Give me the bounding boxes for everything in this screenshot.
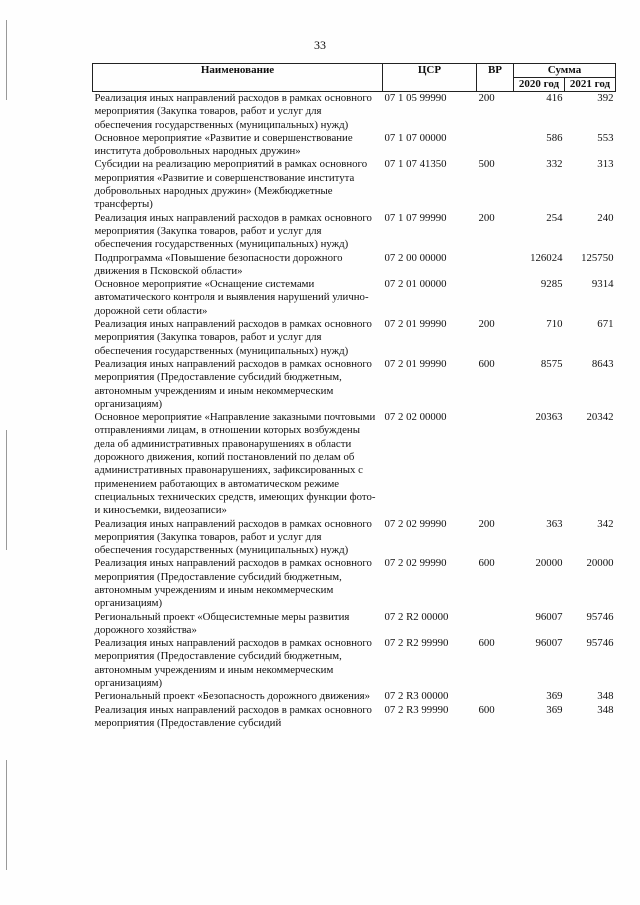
row-csr-cell: 07 2 R2 00000	[384, 610, 449, 623]
scan-edge-mark	[6, 760, 7, 870]
row-vr-cell: 600	[478, 357, 495, 370]
row-csr-cell: 07 2 02 99990	[384, 517, 447, 530]
row-vr-cell	[477, 252, 514, 279]
row-vr-cell: 200	[478, 92, 495, 104]
table-row	[93, 158, 616, 211]
row-sum-2021-cell: 95746	[586, 637, 614, 650]
row-vr-cell: 500	[478, 158, 495, 171]
row-sum-2020-cell: 363	[546, 517, 563, 530]
row-csr-cell: 07 2 01 99990	[384, 357, 447, 370]
row-csr-cell: 07 2 02 99990	[384, 557, 447, 570]
table-row	[93, 132, 616, 159]
row-sum-2020-cell: 96007	[535, 610, 563, 623]
table-row	[93, 278, 616, 318]
row-vr-cell: 600	[478, 637, 495, 650]
row-sum-2020-cell: 332	[546, 158, 563, 171]
row-sum-2020-cell: 20363	[535, 411, 563, 424]
header-vr: ВР	[477, 64, 514, 92]
table-body	[93, 92, 616, 731]
row-vr-cell: 200	[478, 318, 495, 331]
row-sum-2021-cell: 95746	[586, 610, 614, 623]
row-csr-cell: 07 1 07 41350	[384, 158, 447, 171]
row-csr-cell: 07 1 07 99990	[384, 211, 447, 224]
row-name-cell: Основное мероприятие «Направление заказными почтовыми отправлениями лицам, в отношении которых возбуждены дела об административных правонарушениях в области дорожного движения, копий постановлений по делам об административных правонарушениях, зафиксированных с применением работающих в автоматическом режиме специальных технических средств, имеющих функции фото- и киносъемки, видеозаписи»	[94, 411, 376, 517]
row-name-cell: Реализация иных направлений расходов в рамках основного мероприятия (Закупка товаров, работ и услуг для обеспечения государственных (муниципальных) нужд)	[94, 318, 372, 357]
row-name-cell: Подпрограмма «Повышение безопасности дорожного движения в Псковской области»	[94, 251, 343, 277]
row-sum-2021-cell: 348	[597, 703, 614, 716]
row-sum-2020-cell: 710	[546, 318, 563, 331]
row-csr-cell: 07 2 00 00000	[384, 251, 447, 264]
row-csr-cell: 07 2 R2 99990	[384, 637, 449, 650]
row-name-cell: Региональный проект «Безопасность дорожного движения»	[94, 690, 371, 703]
row-sum-2021-cell: 20000	[586, 557, 614, 570]
row-name-cell: Реализация иных направлений расходов в рамках основного мероприятия (Закупка товаров, работ и услуг для обеспечения государственных (муниципальных) нужд)	[94, 92, 372, 131]
row-sum-2020-cell: 586	[546, 131, 563, 144]
row-name-cell: Реализация иных направлений расходов в рамках основного мероприятия (Предоставление субсидий бюджетным, автономным учреждениям и иным некоммерческим организациям)	[94, 357, 372, 410]
row-sum-2021-cell: 9314	[591, 278, 614, 291]
row-sum-2020-cell: 126024	[530, 251, 563, 264]
row-name-cell: Основное мероприятие «Развитие и совершенствование института добровольных народных дружин»	[94, 131, 353, 158]
row-csr-cell: 07 1 07 00000	[384, 131, 447, 144]
row-name-cell: Основное мероприятие «Оснащение системами автоматического контроля и выявления нарушений улично-дорожной сети области»	[94, 278, 369, 317]
row-vr-cell	[477, 132, 514, 159]
row-vr-cell: 200	[478, 517, 495, 530]
row-vr-cell	[477, 411, 514, 517]
header-sum: Сумма	[514, 64, 616, 78]
header-year-2021: 2021 год	[565, 78, 616, 92]
row-sum-2020-cell: 8575	[540, 357, 563, 370]
row-csr-cell: 07 2 01 99990	[384, 318, 447, 331]
header-year-2020: 2020 год	[514, 78, 565, 92]
table-row	[93, 318, 616, 358]
table-row	[93, 358, 616, 411]
row-sum-2020-cell: 254	[546, 211, 563, 224]
table-row	[93, 557, 616, 610]
row-sum-2021-cell: 20342	[586, 411, 614, 424]
row-vr-cell: 600	[478, 557, 495, 570]
row-vr-cell	[477, 278, 514, 318]
table-row	[93, 690, 616, 703]
row-sum-2020-cell: 9285	[540, 278, 563, 291]
row-csr-cell: 07 2 R3 99990	[384, 703, 449, 716]
table-row	[93, 252, 616, 279]
row-vr-cell	[477, 611, 514, 638]
row-sum-2021-cell: 553	[597, 131, 614, 144]
row-name-cell: Реализация иных направлений расходов в рамках основного мероприятия (Закупка товаров, работ и услуг для обеспечения государственных (муниципальных) нужд)	[94, 211, 372, 251]
table-row	[93, 518, 616, 558]
row-name-cell: Реализация иных направлений расходов в рамках основного мероприятия (Предоставление субсидий	[94, 703, 372, 729]
table-row	[93, 92, 616, 132]
table-row	[93, 611, 616, 638]
table-row	[93, 637, 616, 690]
page-number: 33	[314, 38, 326, 52]
row-name-cell: Реализация иных направлений расходов в рамках основного мероприятия (Предоставление субсидий бюджетным, автономным учреждениям и иным некоммерческим организациям)	[94, 557, 372, 610]
row-sum-2020-cell: 369	[546, 703, 563, 716]
row-csr-cell: 07 2 01 00000	[384, 278, 447, 291]
row-name-cell: Региональный проект «Общесистемные меры развития дорожного хозяйства»	[94, 610, 350, 636]
row-sum-2020-cell: 416	[546, 92, 563, 104]
scan-edge-mark	[6, 20, 7, 100]
scan-edge-mark	[6, 430, 7, 550]
row-vr-cell: 200	[478, 211, 495, 224]
row-name-cell: Субсидии на реализацию мероприятий в рамках основного мероприятия «Развитие и совершенствование института добровольных народных дружин» (Межбюджетные трансферты)	[94, 158, 368, 211]
row-sum-2020-cell: 369	[546, 690, 563, 703]
row-csr-cell: 07 1 05 99990	[384, 92, 447, 104]
row-sum-2021-cell: 313	[597, 158, 614, 171]
row-sum-2021-cell: 671	[597, 318, 614, 331]
row-sum-2021-cell: 392	[597, 92, 614, 104]
row-name-cell: Реализация иных направлений расходов в рамках основного мероприятия (Предоставление субсидий бюджетным, автономным учреждениям и иным некоммерческим организациям)	[94, 637, 372, 690]
row-sum-2020-cell: 96007	[535, 637, 563, 650]
table-row	[93, 411, 616, 517]
row-vr-cell	[477, 690, 514, 703]
row-sum-2021-cell: 342	[597, 517, 614, 530]
row-csr-cell: 07 2 R3 00000	[384, 690, 449, 703]
budget-table	[92, 63, 616, 730]
row-sum-2021-cell: 348	[597, 690, 614, 703]
header-name: Наименование	[93, 64, 383, 92]
header-csr: ЦСР	[383, 64, 477, 92]
row-vr-cell: 600	[478, 703, 495, 716]
row-sum-2020-cell: 20000	[535, 557, 563, 570]
row-sum-2021-cell: 240	[597, 211, 614, 224]
row-sum-2021-cell: 8643	[591, 357, 614, 370]
row-csr-cell: 07 2 02 00000	[384, 411, 447, 424]
table-row	[93, 704, 616, 731]
row-sum-2021-cell: 125750	[581, 251, 614, 264]
table-row	[93, 212, 616, 252]
row-name-cell: Реализация иных направлений расходов в рамках основного мероприятия (Закупка товаров, работ и услуг для обеспечения государственных (муниципальных) нужд)	[94, 517, 372, 557]
